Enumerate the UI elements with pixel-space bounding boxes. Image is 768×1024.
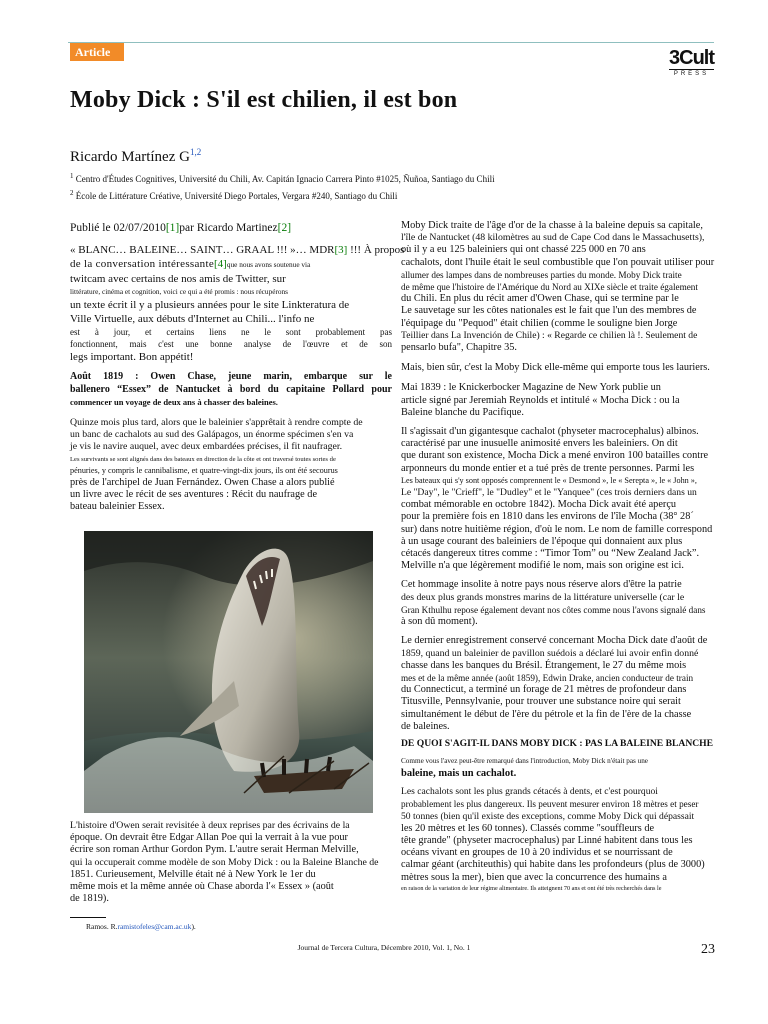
text-span: !!! À propos [347, 244, 405, 256]
affiliation-1 [70, 172, 495, 184]
text-line: un livre avec le récit de ses aventures : Récit du naufrage de [70, 489, 318, 501]
text-line: 1859, quand un baleinier de pavillon suédois a déclaré lui avoir enfin donné [401, 647, 699, 659]
text-line: les 20 mètres et les 60 tonnes). Classés comme "souffleurs de [401, 822, 655, 834]
affiliation-number: 1 [70, 172, 74, 180]
paragraph [401, 635, 745, 733]
heading-line: ballenero “Essex” de Nantucket à bord du capitaine Pollard pour [70, 383, 392, 395]
footnote [86, 922, 196, 931]
text-line: baleine, mais un cachalot. [401, 768, 517, 780]
left-column-bottom [70, 820, 392, 905]
paragraph [401, 426, 745, 572]
footnote-end: ). [191, 922, 196, 931]
footnote-rule [70, 917, 106, 918]
logo-subtext: PRESS [669, 69, 714, 78]
text-line [70, 243, 405, 257]
text-line: l'équipage du "Pequod" était chilien (comme le souligne bien Jorge [401, 317, 678, 329]
text-line: bateau baleinier Essex. [70, 501, 165, 513]
paragraph [401, 220, 745, 354]
text-line: sur) dans notre huitième région, d'où le nom. Le nom de famille correspond [401, 523, 713, 535]
text-line: mes et de la même année (août 1859), Edwin Drake, ancien conducteur de train [401, 672, 694, 683]
pub-date: Publié le 02/07/2010 [70, 222, 166, 234]
header-rule [68, 42, 714, 43]
text-line: tête grande" (physeter macrocephalus) par Linné habitent dans tous les [401, 834, 693, 846]
text-line [70, 257, 392, 272]
text-line: simultanément le début de l'ère du pétrole et la fin de l'ère de la chasse [401, 708, 692, 720]
text-line: L'histoire d'Owen serait revisitée à deux reprises par des écrivains de la [70, 820, 350, 831]
left-column [70, 220, 405, 513]
article-badge: Article [70, 43, 124, 61]
text-line: arponneurs du monde entier et a tué près de trente personnes. Parmi les [401, 462, 695, 474]
text-line: Gran Kthulhu repose également devant nos côtes comme nous l'avons signalé dans [401, 604, 706, 615]
text-line: legs important. Bon appétit! [70, 351, 194, 363]
text-line: je vis le navire auquel, avec deux embardées précises, il fit naufrager. [70, 441, 343, 453]
intro-paragraph [70, 243, 405, 364]
publisher-logo [669, 48, 714, 78]
text-line: pour la première fois en 1810 dans les environs de l'île Mocha (38° 28´ [401, 511, 694, 523]
text-line: où il y a eu 125 baleiniers qui ont chassé 225 000 en 70 ans [401, 244, 646, 256]
text-line: 50 tonnes (bien qu'il existe des exceptions, comme Moby Dick qui dépassait [401, 810, 695, 822]
text-line: cétacés dangereux titres comme : “Timor Tom” ou “New Zealand Jack”. [401, 548, 700, 560]
text-line: probablement les plus dangereux. Ils peuvent mesurer environ 18 mètres et peser [401, 799, 699, 810]
text-line: qui la occuperait comme modèle de son Moby Dick : ou la Baleine Blanche de [70, 856, 379, 868]
text-line: un texte écrit il y a plusieurs années pour le site Linkteratura de [70, 299, 350, 311]
text-line: Moby Dick traite de l'âge d'or de la chasse à la baleine depuis sa capitale, [401, 220, 703, 231]
text-line: océans vivant en groupes de 10 à 20 individus et se nourrissant de [401, 847, 673, 859]
text-line: Baleine blanche du Pacifique. [401, 406, 524, 418]
right-column [401, 220, 745, 894]
text-line: Cet hommage insolite à notre pays nous réserve alors d'être la patrie [401, 579, 682, 591]
text-line: Melville n'a que légèrement modifié le nom, mais son origine est ici. [401, 560, 684, 572]
text-line: que durant son existence, Mocha Dick a mené environ 100 batailles contre [401, 450, 709, 462]
ref-link-4[interactable]: [4] [214, 258, 227, 270]
text-line: Le "Day", le "Crieff", le "Dudley" et le "Yanquee" (ces trois derniers dans un [401, 487, 697, 499]
affiliation-text: Centro d'Études Cognitives, Université du Chili, Av. Capitán Ignacio Carrera Pinto #1025, Ñuñoa, Santiago du Chili [75, 174, 495, 184]
paragraph [401, 786, 745, 894]
text-line: un banc de cachalots au sud des Galápagos, un énorme spécimen s'en va [70, 429, 354, 441]
text-line: époque. On devrait être Edgar Allan Poe qui la verrait à la vue pour [70, 832, 348, 844]
text-line: cachalots, dont l'huile était le seul combustible que l'on pouvait utiliser pour [401, 256, 715, 268]
text-line: près de l'archipel de Juan Fernández. Owen Chase a alors publié [70, 476, 335, 488]
text-line: pensarlo bufa", Chapitre 35. [401, 342, 518, 354]
publication-line [70, 220, 392, 236]
journal-footer: Journal de Tercera Cultura, Décembre 2010, Vol. 1, No. 1 [297, 943, 471, 952]
paragraph [401, 579, 745, 628]
text-line: Quinze mois plus tard, alors que le baleinier s'apprêtait à rendre compte de [70, 417, 363, 428]
text-line: des deux plus grands monstres marins de la littérature universelle (car le [401, 591, 685, 603]
text-line: calmar géant (architeuthis) qui habite dans les profondeurs (plus de 3000) [401, 859, 705, 871]
paragraph [70, 417, 392, 513]
text-line: du Chili. En plus du récit amer d'Owen Chase, qui se termine par le [401, 293, 679, 305]
paragraph: Mais, bien sûr, c'est la Moby Dick elle-même qui emporte tous les lauriers. [401, 362, 710, 374]
text-line: chasse dans les banques du Brésil. Étrangement, le 27 du même mois [401, 659, 687, 671]
article-title: Moby Dick : S'il est chilien, il est bon [70, 87, 458, 113]
section-heading-1 [70, 371, 392, 408]
section-heading-2: DE QUOI S'AGIT-IL DANS MOBY DICK : PAS LA BALEINE BLANCHE [401, 737, 714, 749]
text-line: même mois et la même année où Chase aborda l'« Essex » (août [70, 881, 334, 893]
text-line: écrire son roman Arthur Gordon Pym. L'autre serait Herman Melville, [70, 844, 359, 856]
text-span: « BLANC… BALEINE… SAINT… GRAAL !!! »… MDR [70, 244, 335, 256]
heading-line: Août 1819 : Owen Chase, jeune marin, embarque sur le [70, 371, 392, 382]
ref-link-2[interactable]: [2] [277, 222, 292, 234]
text-line: mètres sous la mer), bien que avec la concurrence des humains a [401, 871, 667, 883]
text-line: Le sauvetage sur les côtes nationales est le fait que l'un des membres de [401, 305, 697, 317]
email-link[interactable]: ramistofeles@cam.ac.uk [117, 922, 192, 931]
text-line: de même que l'histoire de l'Amérique du Nord au XIXe siècle et traite également [401, 282, 698, 293]
paragraph [401, 756, 745, 781]
text-line: Les bateaux qui s'y sont opposés comprennent le « Desmond », le « Serepta », le « John », [401, 475, 697, 485]
text-line: Mai 1839 : le Knickerbocker Magazine de New York publie un [401, 382, 661, 394]
text-line: Les cachalots sont les plus grands cétacés à dents, et c'est pourquoi [401, 786, 658, 798]
affiliation-number: 2 [70, 189, 74, 197]
text-line: de baleines. [401, 720, 450, 732]
text-line: littérature, cinéma et cognition, voici ce qui a été promis : nous récupérons [70, 287, 289, 296]
heading-line: commencer un voyage de deux ans à chasser des baleines. [70, 397, 278, 407]
affiliation-2 [70, 189, 397, 201]
author-affiliation-ref[interactable]: 1,2 [189, 147, 202, 157]
author-name: Ricardo Martínez G [70, 149, 190, 165]
text-line: caractérisé par une inusuelle animosité envers les baleiniers. On dit [401, 438, 678, 450]
ref-link-1[interactable]: [1] [165, 222, 180, 234]
text-line: fonctionnent, mais c'est une bonne analyse de l'œuvre et de son [70, 339, 392, 349]
text-line: twitcam avec certains de nos amis de Twitter, sur [70, 273, 286, 285]
text-line: Ville Virtuelle, aux débuts d'Internet au Chili... l'info ne [70, 313, 315, 325]
text-line: Le dernier enregistrement conservé concernant Mocha Dick date d'août de [401, 635, 708, 647]
text-line: Comme vous l'avez peut-être remarqué dans l'introduction, Moby Dick n'était pas une [401, 757, 648, 766]
text-line: allumer des lampes dans de nombreuses parties du monde. Moby Dick traite [401, 269, 682, 280]
text-line: du Connecticut, a terminé un forage de 21 mètres de profondeur dans [401, 684, 687, 696]
text-line: Il s'agissait d'un gigantesque cachalot (physeter macrocephalus) albinos. [401, 426, 699, 438]
page-number: 23 [701, 942, 715, 957]
text-span: que nous avons soutenue via [226, 260, 311, 269]
text-line: en raison de la variation de leur régime alimentaire. Ils atteignent 70 ans et ont été très recherchés dans le [401, 884, 662, 892]
text-line: article signé par Jeremiah Reynolds et intitulé « Mocha Dick : ou la [401, 394, 680, 406]
text-line: combat mémorable en octobre 1842). Mocha Dick avait été aperçu [401, 499, 677, 511]
author-line [70, 147, 201, 166]
paragraph [401, 382, 745, 419]
text-line: de 1819). [70, 893, 109, 905]
whale-illustration [84, 531, 373, 813]
text-line: est à jour, et certains liens ne le sont probablement pas [70, 327, 392, 337]
text-line: Teillier dans La Invención de Chile) : « Regarde ce chilien là !. Seulement de [401, 329, 698, 341]
text-line: à un usage courant des baleiniers de l'époque qui donnaient aux plus [401, 535, 683, 547]
text-line: Les survivants se sont alignés dans des bateaux en direction de la côte et ont traversé toutes sortes de [70, 455, 336, 463]
pub-author: par Ricardo Martinez [179, 222, 278, 234]
text-line: à son dû moment). [401, 616, 478, 628]
text-line: 1851. Curieusement, Melville était né à New York le 1er du [70, 868, 316, 880]
affiliation-text: École de Littérature Créative, Université Diego Portales, Vergara #240, Santiago du Chili [75, 191, 398, 201]
text-line: pénuries, y compris le cannibalisme, et quatre-vingt-dix jours, ils ont été secourus [70, 465, 338, 475]
logo-text: 3Cult [669, 47, 714, 69]
text-line: l'île de Nantucket (48 kilomètres au sud de Cape Cod dans le Massachusetts), [401, 232, 705, 244]
footnote-text: Ramos. R. [86, 922, 118, 931]
text-span: de la conversation intéressante [70, 258, 214, 270]
ref-link-3[interactable]: [3] [334, 244, 348, 256]
text-line: Titusville, Pennsylvanie, pour trouver une substance noire qui serait [401, 696, 681, 708]
